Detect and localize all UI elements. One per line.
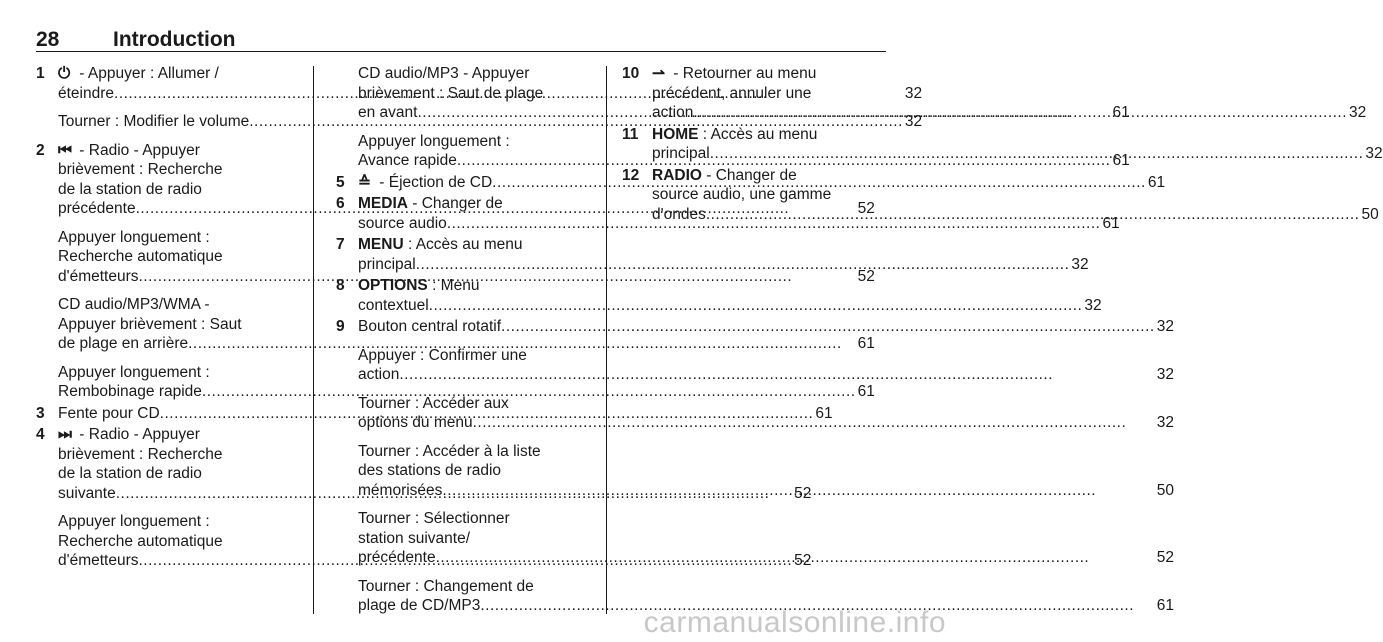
watermark: carmanualsonline.info bbox=[643, 606, 946, 639]
entry-number: 3 bbox=[36, 404, 45, 422]
entry-text: source audio bbox=[358, 214, 447, 232]
previous-track-icon: ⏮ bbox=[58, 141, 72, 159]
page-ref[interactable]: 52 bbox=[857, 200, 875, 217]
entry-text: principal bbox=[652, 145, 710, 162]
entry-text: options du menu bbox=[358, 414, 473, 431]
entry-text: source audio, une gamme bbox=[652, 186, 832, 203]
page-ref[interactable]: 61 bbox=[1112, 152, 1130, 169]
entry-text: Appuyer brièvement : Saut bbox=[58, 315, 242, 333]
page-number: 28 bbox=[36, 28, 60, 51]
entry-text: Tourner : Modifier le volume bbox=[58, 113, 250, 130]
page-ref[interactable]: 50 bbox=[1156, 481, 1174, 499]
entry-text: Appuyer : Confirmer une bbox=[358, 346, 527, 364]
entry-text: CD audio/MP3/WMA - bbox=[58, 296, 210, 313]
entry-text: CD audio/MP3 - Appuyer bbox=[358, 65, 530, 82]
entry-text: précédente bbox=[358, 549, 436, 566]
entry-text: d'émetteurs bbox=[58, 552, 139, 569]
entry-number: 9 bbox=[336, 318, 345, 335]
entry-text: - Changer de bbox=[701, 166, 797, 184]
entry-number: 2 bbox=[36, 141, 45, 159]
entry-text: précédente bbox=[58, 200, 136, 217]
entry-text: précédent, annuler une bbox=[652, 84, 812, 102]
entry-text: station suivante/ bbox=[358, 529, 471, 547]
page-ref[interactable]: 61 bbox=[815, 404, 833, 422]
entry-text: de la station de radio bbox=[58, 465, 202, 482]
page-ref[interactable]: 32 bbox=[1365, 145, 1383, 162]
entry-text: - Appuyer : Allumer / bbox=[75, 65, 219, 82]
entry-text: - Changer de bbox=[407, 195, 503, 212]
page-ref[interactable]: 52 bbox=[794, 484, 812, 502]
entry-text: d'émetteurs bbox=[58, 267, 139, 285]
menu-key-label: MENU bbox=[358, 236, 404, 253]
entry-text: mémorisées bbox=[358, 481, 443, 499]
page-ref[interactable]: 61 bbox=[857, 335, 875, 352]
entry-text: Appuyer longuement : bbox=[358, 132, 510, 150]
entry-text: Appuyer longuement : bbox=[58, 513, 210, 530]
entry-text: - Radio - Appuyer bbox=[75, 141, 200, 159]
entry-text: - Éjection de CD bbox=[375, 173, 493, 191]
entry-text: Avance rapide bbox=[358, 152, 457, 169]
page-title: Introduction bbox=[113, 28, 236, 51]
entry-number: 12 bbox=[622, 166, 640, 184]
options-key-label: OPTIONS bbox=[358, 277, 428, 294]
eject-icon: ≙ bbox=[358, 173, 371, 191]
entry-text: de la station de radio bbox=[58, 180, 202, 198]
entry-text: éteindre bbox=[58, 84, 115, 102]
entry-number: 7 bbox=[336, 236, 345, 253]
page-ref[interactable]: 32 bbox=[1156, 414, 1174, 431]
entry-text: d'ondes bbox=[652, 205, 706, 223]
entry-text: Tourner : Sélectionner bbox=[358, 510, 510, 527]
entry-text: en avant bbox=[358, 104, 418, 121]
page-ref[interactable]: 32 bbox=[1156, 366, 1174, 383]
entry-text: Appuyer longuement : bbox=[58, 363, 210, 381]
page-ref[interactable]: 61 bbox=[1147, 173, 1166, 191]
entry-number: 5 bbox=[336, 173, 345, 191]
entry-text: : Menu bbox=[427, 277, 480, 294]
entry-text: Recherche automatique bbox=[58, 248, 223, 265]
entry-text: des stations de radio bbox=[358, 462, 502, 479]
media-key-label: MEDIA bbox=[358, 195, 408, 212]
entry-7 bbox=[336, 235, 1089, 274]
entry-number: 8 bbox=[336, 277, 345, 294]
entry-text: brièvement : Recherche bbox=[58, 445, 223, 463]
radio-key-label: RADIO bbox=[652, 166, 702, 184]
page-ref[interactable]: 61 bbox=[1112, 104, 1130, 121]
page-ref[interactable]: 52 bbox=[857, 267, 875, 285]
page-ref[interactable]: 61 bbox=[1102, 214, 1120, 232]
page-ref[interactable]: 52 bbox=[794, 552, 812, 569]
page-ref[interactable]: 61 bbox=[857, 383, 875, 400]
entry-text: brièvement : Saut de plage bbox=[358, 84, 544, 102]
back-icon: ⇀ bbox=[652, 65, 665, 82]
page-ref[interactable]: 50 bbox=[1361, 205, 1379, 223]
entry-indent bbox=[336, 64, 358, 173]
entry-number: 1 bbox=[36, 65, 45, 82]
entry-text: action bbox=[652, 104, 694, 121]
header-rule bbox=[36, 51, 886, 52]
entry-text: - Radio - Appuyer bbox=[75, 426, 200, 443]
page-ref[interactable]: 32 bbox=[1156, 318, 1174, 335]
page-ref[interactable]: 61 bbox=[1156, 597, 1174, 614]
entry-text: Tourner : Changement de bbox=[358, 577, 534, 595]
entry-number: 11 bbox=[622, 125, 639, 143]
page-ref[interactable]: 32 bbox=[1084, 296, 1102, 314]
entry-text: Tourner : Accéder à la liste bbox=[358, 442, 541, 460]
entry-text: Recherche automatique bbox=[58, 532, 223, 550]
home-key-label: HOME bbox=[652, 125, 699, 143]
entry-text: principal bbox=[358, 255, 416, 273]
entry-text: : Accès au menu bbox=[403, 236, 523, 253]
entry-text: : Accès au menu bbox=[698, 125, 818, 143]
page-ref[interactable]: 32 bbox=[1071, 255, 1089, 273]
page-ref[interactable]: 32 bbox=[904, 84, 923, 102]
entry-number: 6 bbox=[336, 195, 345, 212]
entry-text: plage de CD/MP3 bbox=[358, 597, 481, 614]
entry-number: 10 bbox=[622, 65, 640, 82]
entry-text: Appuyer longuement : bbox=[58, 228, 210, 246]
entry-text: Tourner : Accéder aux bbox=[358, 394, 509, 412]
entry-text: suivante bbox=[58, 484, 116, 502]
power-icon: ⏻ bbox=[58, 65, 71, 82]
entry-text: Fente pour CD bbox=[58, 404, 160, 422]
page-ref[interactable]: 32 bbox=[904, 113, 923, 130]
entry-text: Rembobinage rapide bbox=[58, 383, 202, 400]
entry-text: brièvement : Recherche bbox=[58, 161, 223, 178]
next-track-icon: ⏭ bbox=[58, 426, 72, 443]
page-ref[interactable]: 32 bbox=[1349, 104, 1367, 121]
page-ref[interactable]: 52 bbox=[1156, 549, 1174, 566]
entry-text: de plage en arrière bbox=[58, 335, 189, 352]
entry-text: contextuel bbox=[358, 296, 429, 314]
entry-number: 4 bbox=[36, 426, 45, 443]
entry-text: action bbox=[358, 366, 400, 383]
entry-text: - Retourner au menu bbox=[669, 65, 817, 82]
entry-text: Bouton central rotatif bbox=[358, 318, 502, 335]
